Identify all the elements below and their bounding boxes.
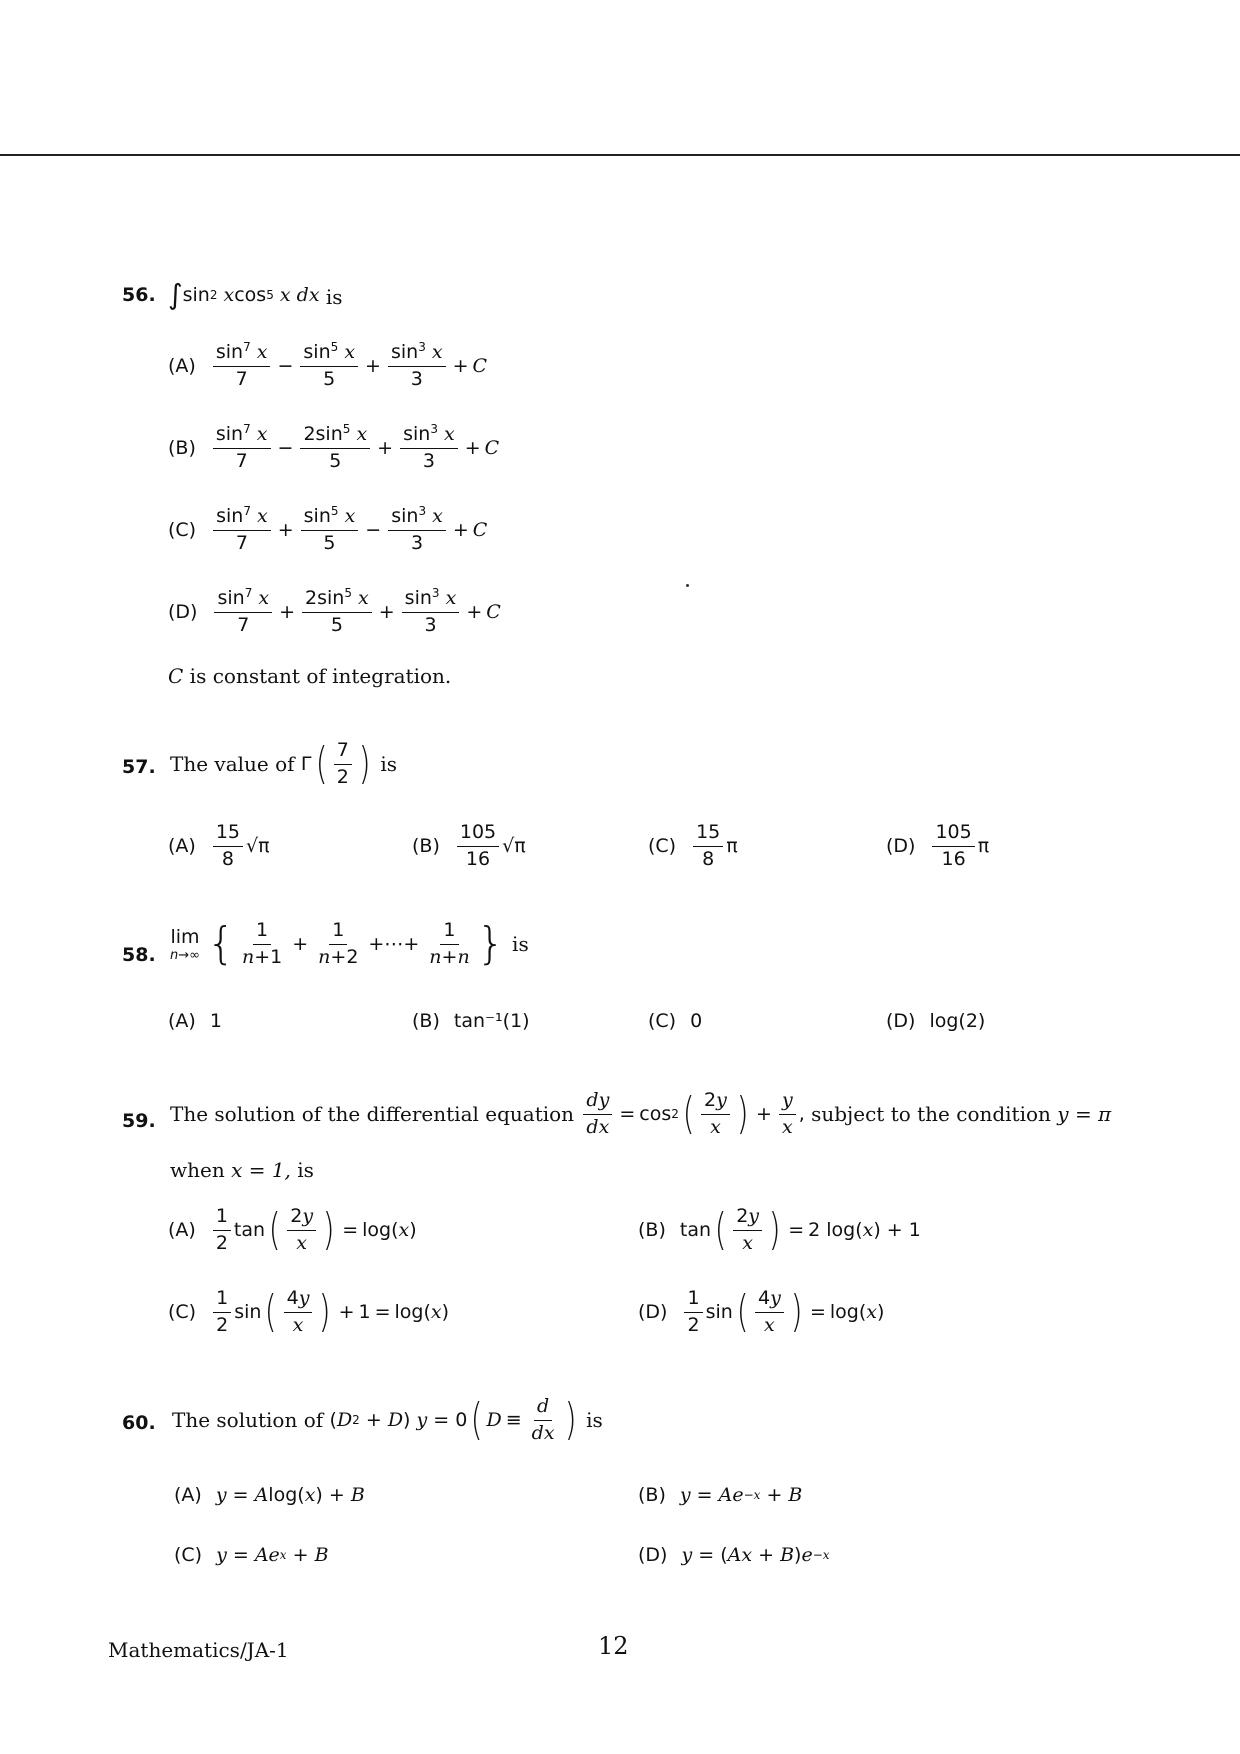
q57-option-c-math: $\frac{15}{8}$ π bbox=[690, 822, 738, 871]
q57-option-d-math: $\frac{105}{16}$ π bbox=[929, 822, 989, 871]
footer-subject: Mathematics/JA-1 bbox=[108, 1638, 289, 1662]
q57-option-a-math: $\frac{15}{8}$ √π bbox=[210, 822, 270, 871]
q60-option-c-math: y = Ae x + B bbox=[216, 1544, 329, 1566]
q58-option-b[interactable] bbox=[412, 1010, 530, 1032]
q60-suffix: is bbox=[586, 1408, 603, 1433]
q59-option-a-math: $\frac{1}{2}$ tan ( $\frac{2y}{x}$ ) = log( x ) bbox=[210, 1206, 417, 1255]
q57-option-b-math: $\frac{105}{16}$ √π bbox=[454, 822, 526, 871]
q57-stem bbox=[170, 740, 397, 789]
q59-option-d[interactable] bbox=[638, 1288, 884, 1337]
q57-number: 57. bbox=[122, 756, 156, 778]
q60-option-c[interactable] bbox=[174, 1544, 329, 1566]
header-rule bbox=[0, 154, 1240, 156]
q59-option-c[interactable] bbox=[168, 1288, 449, 1337]
q56-number: 56. bbox=[122, 284, 156, 306]
option-label: (B) bbox=[412, 835, 440, 858]
q59-option-b[interactable] bbox=[638, 1206, 921, 1255]
q60-option-d-math: y = ( Ax + B ) e −x bbox=[681, 1544, 830, 1566]
option-label: (C) bbox=[648, 835, 677, 858]
q60-option-d[interactable] bbox=[638, 1544, 830, 1566]
option-label: (B) bbox=[412, 1010, 440, 1032]
q59-mid: subject to the condition bbox=[811, 1102, 1051, 1127]
q59-option-b-math: tan ( $\frac{2y}{x}$ ) = 2 log( x ) + 1 bbox=[679, 1204, 921, 1256]
option-label: (A) bbox=[168, 1010, 196, 1032]
q58-option-c[interactable] bbox=[648, 1010, 702, 1032]
q58-sum: { $\frac{1}{n+1}$ + $\frac{1}{n+2}$ +⋯+ $\frac{1}{n+n}$ } bbox=[206, 918, 505, 970]
q56-note-var: C bbox=[168, 664, 184, 688]
q57-gamma: Γ ( $\frac{7}{2}$ ) bbox=[300, 738, 371, 790]
q60-option-a[interactable] bbox=[174, 1484, 365, 1506]
q59-option-d-math: $\frac{1}{2}$ sin ( $\frac{4y}{x}$ ) = log( x ) bbox=[681, 1288, 884, 1337]
q56-stem bbox=[168, 278, 343, 311]
q56-option-c-math: $\frac{\sin^7 x}{7}$ + $\frac{\sin^5 x}{5}$ − $\frac{\sin^3 x}{3}$ + C bbox=[210, 506, 487, 555]
option-label: (B) bbox=[168, 437, 196, 460]
q59-line2-prefix: when bbox=[170, 1158, 225, 1182]
option-label: (A) bbox=[168, 355, 196, 378]
q60-equation: ( D 2 + D ) y = 0 ( D ≡ $\frac{d}{dx}$ ) bbox=[329, 1394, 577, 1446]
q56-option-d-math: $\frac{\sin^7 x}{7}$ + $\frac{2\sin^5 x}{5}$ + $\frac{\sin^3 x}{3}$ + C bbox=[211, 588, 500, 637]
q58-stem bbox=[170, 920, 529, 969]
stray-mark bbox=[686, 584, 689, 587]
q58-option-b-text: tan⁻¹(1) bbox=[453, 1010, 530, 1032]
option-label: (A) bbox=[168, 1219, 196, 1242]
option-label: (D) bbox=[168, 601, 198, 624]
q56-note bbox=[168, 664, 451, 688]
q59-equation: $\frac{dy}{dx}$ = cos 2 ( $\frac{2y}{x}$ ) + $\frac{y}{x}$ , bbox=[580, 1090, 804, 1139]
option-label: (D) bbox=[886, 1010, 916, 1032]
q59-condition: y = π bbox=[1057, 1102, 1112, 1127]
q60-prefix: The solution of bbox=[172, 1408, 324, 1433]
q57-option-b[interactable] bbox=[412, 822, 526, 871]
q60-number: 60. bbox=[122, 1412, 156, 1434]
q58-option-a[interactable] bbox=[168, 1010, 222, 1032]
option-label: (C) bbox=[174, 1544, 203, 1566]
q60-option-b-math: y = Ae −x + B bbox=[679, 1484, 803, 1506]
q57-suffix: is bbox=[380, 752, 397, 777]
q57-option-d[interactable] bbox=[886, 822, 989, 871]
q56-option-a-math: $\frac{\sin^7 x}{7}$ − $\frac{\sin^5 x}{5}$ + $\frac{\sin^3 x}{3}$ + C bbox=[210, 342, 487, 391]
option-label: (C) bbox=[168, 1301, 197, 1324]
q56-option-a[interactable] bbox=[168, 339, 488, 391]
q58-option-c-text: 0 bbox=[690, 1010, 703, 1032]
option-label: (D) bbox=[638, 1301, 668, 1324]
q59-line2 bbox=[170, 1158, 314, 1182]
option-label: (C) bbox=[648, 1010, 677, 1032]
option-label: (A) bbox=[168, 835, 196, 858]
option-label: (B) bbox=[638, 1484, 666, 1506]
q57-prefix: The value of bbox=[170, 752, 295, 777]
q59-number: 59. bbox=[122, 1110, 156, 1132]
q59-option-a[interactable] bbox=[168, 1206, 417, 1255]
q56-note-text: is constant of integration. bbox=[189, 664, 452, 688]
q60-option-a-math: y = A log( x ) + B bbox=[215, 1484, 365, 1506]
option-label: (D) bbox=[886, 835, 916, 858]
q56-suffix: is bbox=[325, 285, 343, 309]
q56-option-b-math: $\frac{\sin^7 x}{7}$ − $\frac{2\sin^5 x}{5}$ + $\frac{\sin^3 x}{3}$ + C bbox=[210, 424, 499, 473]
option-label: (D) bbox=[638, 1544, 668, 1566]
q56-option-d[interactable] bbox=[168, 585, 501, 637]
q59-line2-cond: x = 1, bbox=[231, 1158, 291, 1182]
option-label: (C) bbox=[168, 519, 197, 542]
q58-option-d-text: log(2) bbox=[929, 1010, 986, 1032]
option-label: (B) bbox=[638, 1219, 666, 1242]
q58-suffix: is bbox=[512, 932, 529, 957]
q60-stem bbox=[172, 1396, 603, 1445]
q59-line2-suffix: is bbox=[297, 1158, 314, 1182]
q58-option-a-text: 1 bbox=[209, 1010, 222, 1032]
q56-integral: ∫ sin 2 x cos 5 x dx bbox=[168, 278, 320, 311]
q59-prefix: The solution of the differential equation bbox=[170, 1102, 575, 1127]
q56-option-c[interactable] bbox=[168, 503, 488, 555]
q58-number: 58. bbox=[122, 944, 156, 966]
q57-option-c[interactable] bbox=[648, 822, 738, 871]
q58-option-d[interactable] bbox=[886, 1010, 985, 1032]
option-label: (A) bbox=[174, 1484, 202, 1506]
q58-limit: lim n→∞ bbox=[170, 925, 200, 963]
q59-stem bbox=[170, 1090, 1111, 1139]
q56-option-b[interactable] bbox=[168, 421, 500, 473]
q57-option-a[interactable] bbox=[168, 822, 270, 871]
q59-option-c-math: $\frac{1}{2}$ sin ( $\frac{4y}{x}$ ) + 1 = log( x ) bbox=[210, 1288, 449, 1337]
q60-option-b[interactable] bbox=[638, 1484, 802, 1506]
page-number: 12 bbox=[598, 1632, 629, 1660]
